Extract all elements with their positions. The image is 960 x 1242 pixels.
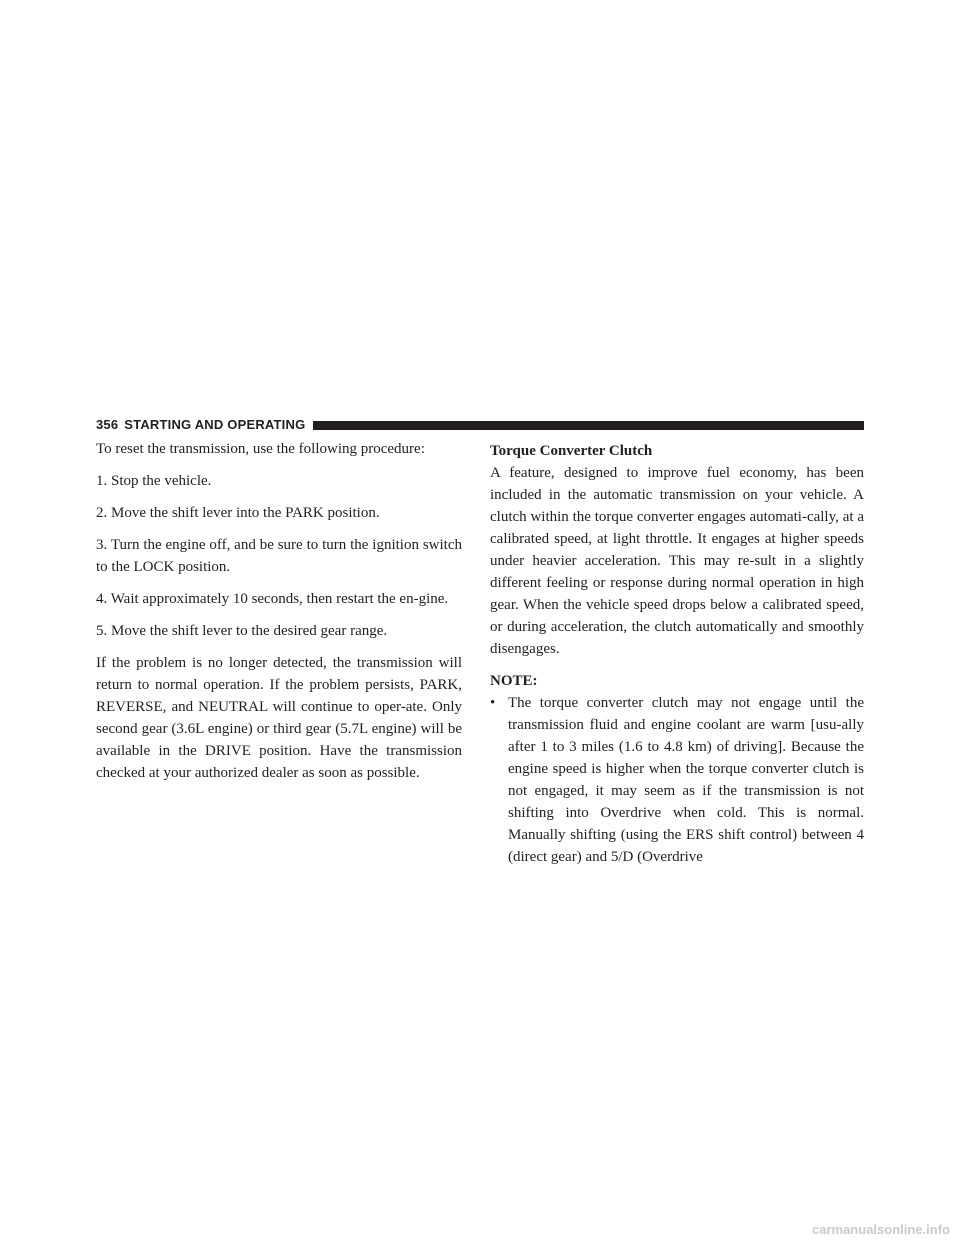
bullet-icon: • (490, 695, 496, 711)
page-header (96, 418, 864, 432)
section-heading: Torque Converter Clutch (490, 443, 653, 459)
step-3: 3. Turn the engine off, and be sure to turn the ignition switch to the LOCK position. (96, 537, 462, 575)
step-2: 2. Move the shift lever into the PARK position. (96, 505, 380, 521)
header-rule (313, 421, 864, 430)
note-bullet-item (490, 692, 864, 868)
page-number: 356 (96, 417, 119, 432)
note-bullet-text: The torque converter clutch may not engage until the transmission fluid and engine coolant are warm [usu-ally after 1 to 3 miles (1.6 to 4.8 km) of driving]. Because the engine speed is higher when the torque converter clutch is not engaged, it may seem as if the transmission is not shifting into Overdrive when cold. This is normal. Manually shifting (using the ERS shift control) between 4 (direct gear) and 5/D (Overdrive (508, 695, 864, 865)
section-title: STARTING AND OPERATING (124, 417, 306, 432)
right-column (490, 438, 864, 868)
intro-paragraph: To reset the transmission, use the following procedure: (96, 441, 425, 457)
step-5: 5. Move the shift lever to the desired gear range. (96, 623, 388, 639)
step-4: 4. Wait approximately 10 seconds, then restart the en-gine. (96, 591, 449, 607)
torque-converter-paragraph: A feature, designed to improve fuel economy, has been included in the automatic transmission on your vehicle. A clutch within the torque converter engages automati-cally, at a calibrated speed, at light throttle. It engages at higher speeds under heavier acceleration. This may re-sult in a slightly different feeling or response during normal operation in high gear. When the vehicle speed drops below a calibrated speed, or during acceleration, the clutch automatically and smoothly disengages. (490, 465, 864, 657)
note-bullet-list (490, 692, 864, 868)
note-label: NOTE: (490, 673, 538, 689)
watermark: carmanualsonline.info (812, 1222, 950, 1237)
left-column (96, 438, 462, 794)
closing-paragraph: If the problem is no longer detected, the transmission will return to normal operation. If the problem persists, PARK, REVERSE, and NEUTRAL will continue to oper-ate. Only second gear (3.6L engine) or third gear (5.7L engine) will be available in the DRIVE position. Have the transmission checked at your authorized dealer as soon as possible. (96, 655, 462, 781)
step-1: 1. Stop the vehicle. (96, 473, 212, 489)
